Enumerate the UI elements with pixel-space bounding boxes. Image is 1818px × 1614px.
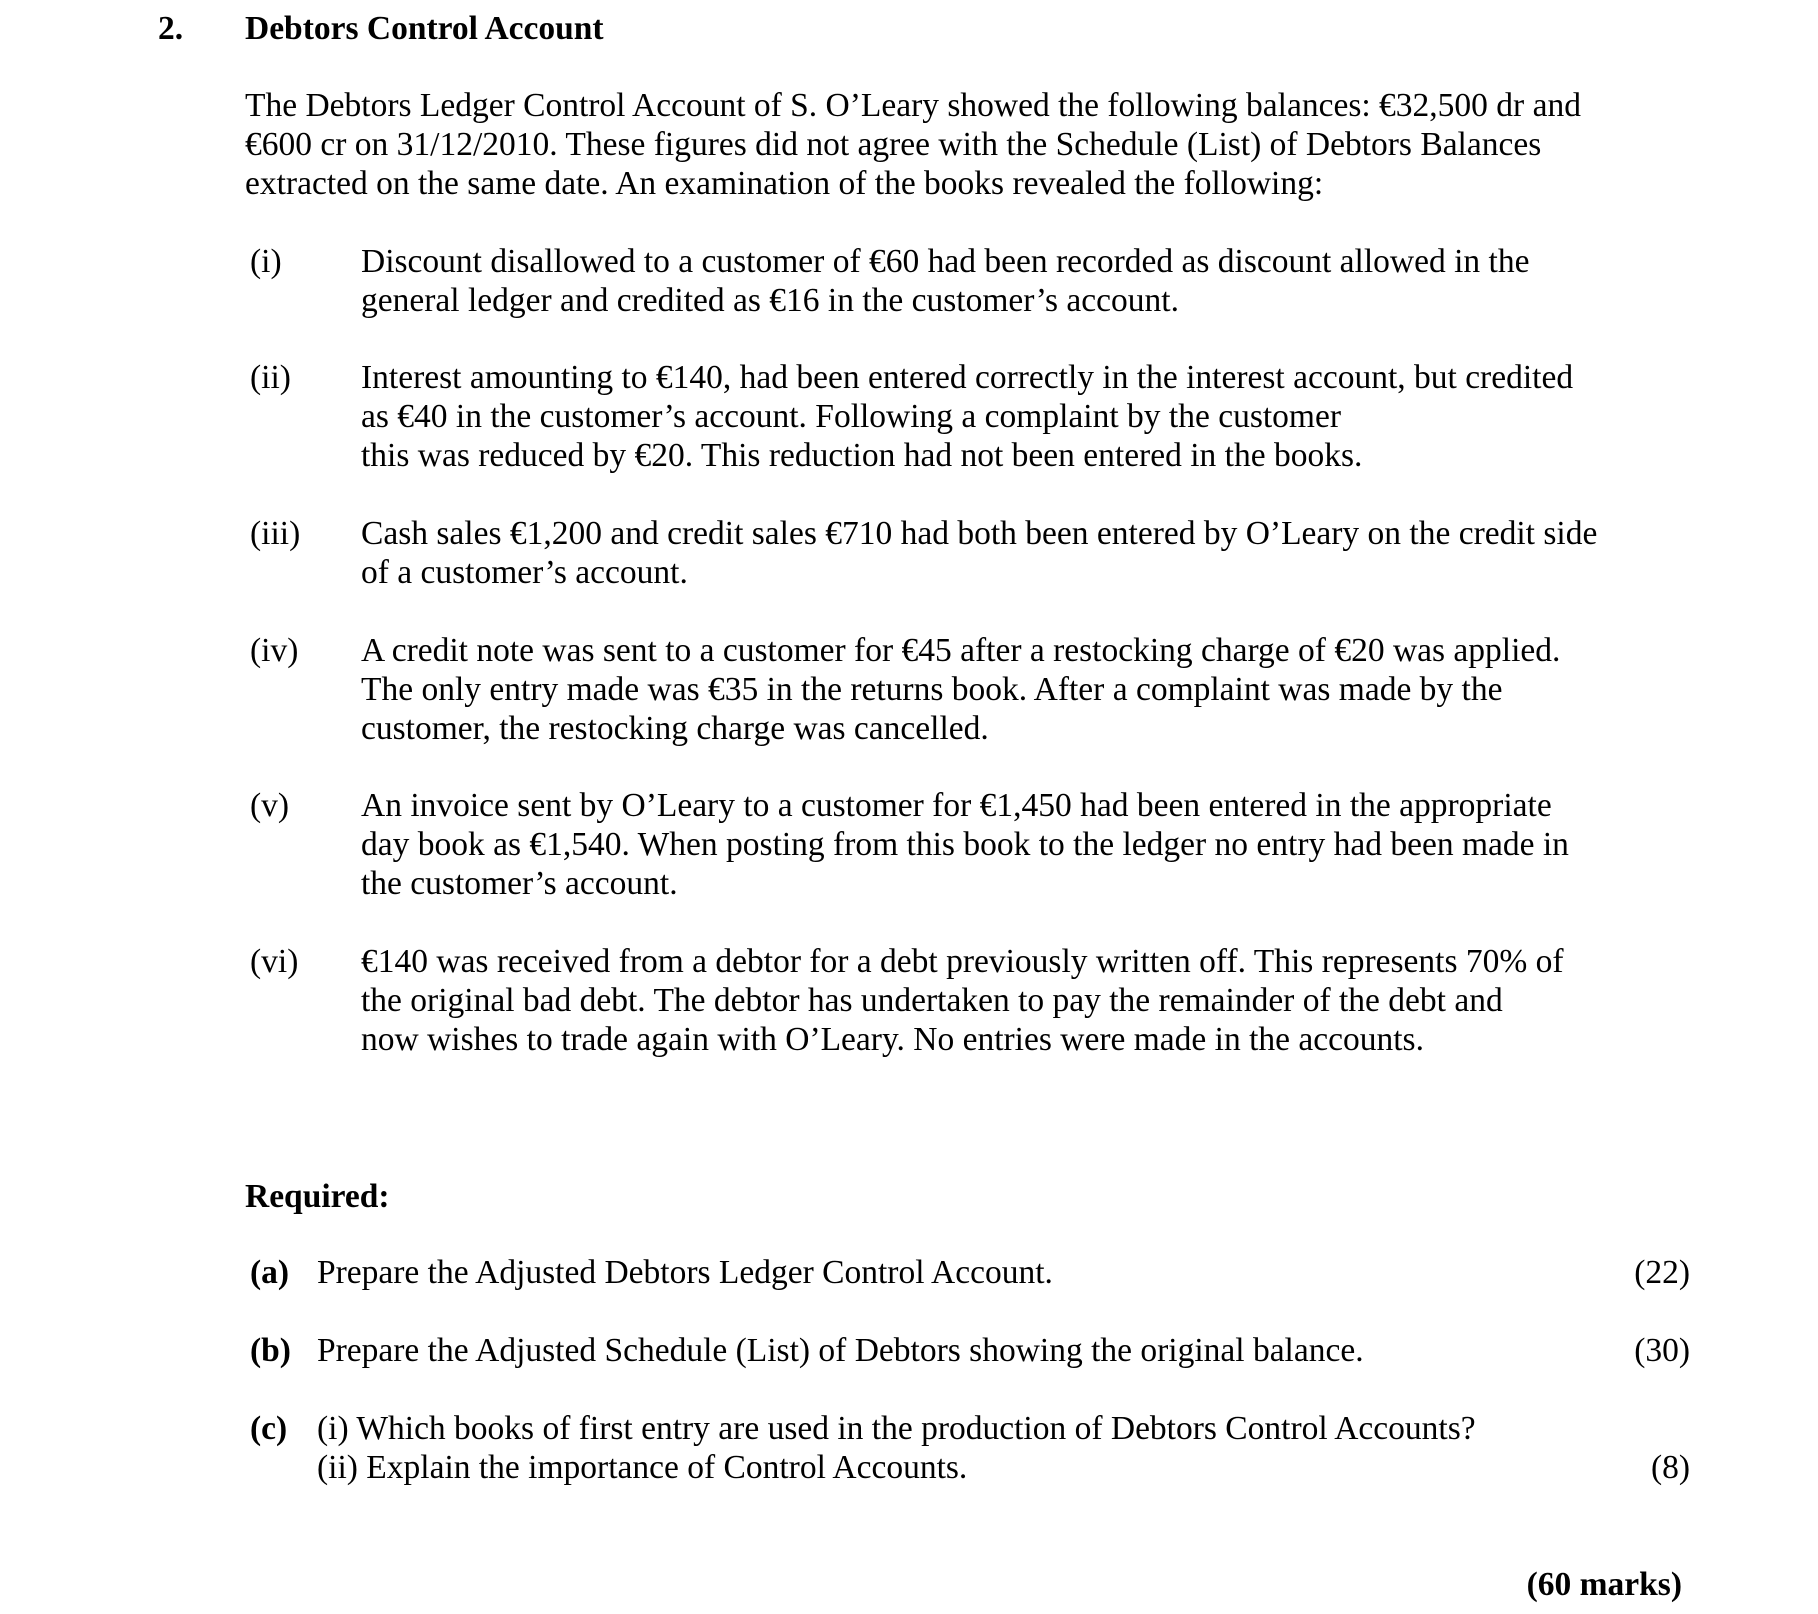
item-text [361, 786, 1661, 903]
item-line: as €40 in the customer’s account. Following a complaint by the customer [361, 398, 1341, 435]
item-line: €140 was received from a debtor for a debt previously written off. This represents 70% of [361, 943, 1564, 980]
question-number: 2. [158, 10, 184, 47]
item-text [361, 942, 1661, 1059]
item-line: day book as €1,540. When posting from this book to the ledger no entry had been made in [361, 826, 1569, 863]
item-line: general ledger and credited as €16 in the customer’s account. [361, 282, 1179, 319]
item-label: (vi) [250, 943, 299, 980]
intro-line: extracted on the same date. An examination of the books revealed the following: [245, 165, 1324, 202]
item-line: now wishes to trade again with O’Leary. No entries were made in the accounts. [361, 1021, 1424, 1058]
part-text [317, 1409, 1476, 1487]
part-letter: (a) [250, 1254, 290, 1291]
item-line: the original bad debt. The debtor has undertaken to pay the remainder of the debt and [361, 982, 1503, 1019]
part-text [317, 1253, 1053, 1292]
required-heading: Required: [245, 1178, 390, 1215]
part-text [317, 1331, 1364, 1370]
part-line: (ii) Explain the importance of Control Accounts. [317, 1449, 968, 1486]
item-line: Discount disallowed to a customer of €60 had been recorded as discount allowed in the [361, 243, 1530, 280]
item-line: customer, the restocking charge was cancelled. [361, 710, 989, 747]
item-line: Interest amounting to €140, had been entered correctly in the interest account, but credited [361, 359, 1574, 396]
item-text [361, 514, 1661, 592]
item-label: (iv) [250, 632, 299, 669]
part-letter: (c) [250, 1410, 288, 1447]
item-text [361, 358, 1661, 475]
part-marks: (22) [1634, 1254, 1690, 1291]
item-label: (iii) [250, 515, 301, 552]
intro-line: The Debtors Ledger Control Account of S. O’Leary showed the following balances: €32,500 dr and [245, 87, 1581, 124]
item-line: this was reduced by €20. This reduction had not been entered in the books. [361, 437, 1363, 474]
item-text [361, 631, 1661, 748]
total-marks: (60 marks) [1526, 1566, 1682, 1603]
item-text [361, 242, 1661, 320]
item-line: A credit note was sent to a customer for €45 after a restocking charge of €20 was applied. [361, 632, 1561, 669]
item-label: (ii) [250, 359, 291, 396]
item-line: Cash sales €1,200 and credit sales €710 had both been entered by O’Leary on the credit side [361, 515, 1598, 552]
part-marks: (8) [1650, 1449, 1690, 1486]
item-line: the customer’s account. [361, 865, 678, 902]
part-marks: (30) [1634, 1332, 1690, 1369]
intro-paragraph [245, 86, 1645, 203]
question-title: Debtors Control Account [245, 10, 604, 47]
part-line: Prepare the Adjusted Debtors Ledger Control Account. [317, 1254, 1053, 1291]
intro-line: €600 cr on 31/12/2010. These figures did not agree with the Schedule (List) of Debtors Balances [245, 126, 1542, 163]
part-letter: (b) [250, 1332, 291, 1369]
part-line: Prepare the Adjusted Schedule (List) of Debtors showing the original balance. [317, 1332, 1364, 1369]
item-line: of a customer’s account. [361, 554, 688, 591]
item-line: An invoice sent by O’Leary to a customer for €1,450 had been entered in the appropriate [361, 787, 1552, 824]
item-label: (v) [250, 787, 290, 824]
item-line: The only entry made was €35 in the returns book. After a complaint was made by the [361, 671, 1503, 708]
part-line: (i) Which books of first entry are used in the production of Debtors Control Accounts? [317, 1410, 1476, 1447]
item-label: (i) [250, 243, 282, 280]
